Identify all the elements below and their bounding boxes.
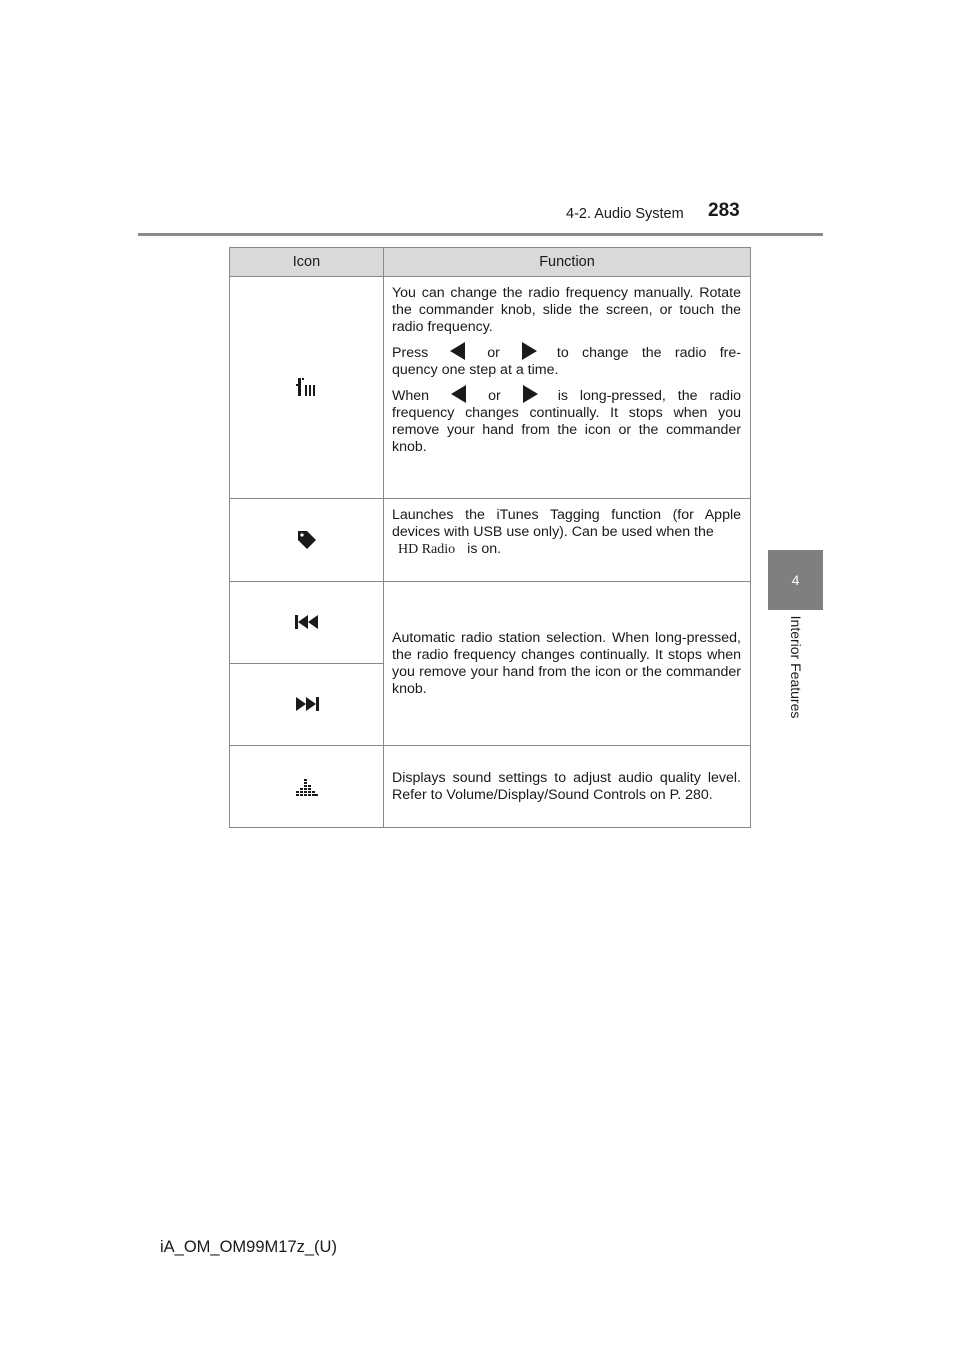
icon-cell	[230, 664, 384, 746]
document-id: iA_OM_OM99M17z_(U)	[160, 1238, 337, 1256]
hd-radio-logo: HD Radio	[398, 542, 456, 557]
function-cell	[384, 582, 751, 746]
function-text-part: or	[487, 345, 500, 361]
function-text-part: is long-pressed, the radio frequency changes continually. It stops when you remove your hand from the icon or the commander knob.	[392, 388, 741, 455]
function-text: Automatic radio station selection. When long-pressed, the radio frequency changes continually. It stops when you remove your hand from the icon or the commander knob.	[392, 629, 741, 697]
function-text-part: Press	[392, 345, 429, 361]
function-text	[392, 385, 741, 456]
tag-icon	[297, 530, 317, 550]
function-text: Displays sound settings to adjust audio quality level. Refer to Volume/Display/Sound Controls on P. 280.	[392, 769, 741, 803]
icon-cell	[230, 277, 384, 499]
header-divider	[138, 233, 823, 236]
icon-cell	[230, 582, 384, 664]
icon-cell	[230, 499, 384, 582]
tuning-icon	[296, 378, 318, 396]
page-number: 283	[708, 200, 740, 221]
function-text: You can change the radio frequency manually. Rotate the commander knob, slide the screen, or touch the radio frequency.	[392, 285, 741, 335]
chapter-tab	[768, 550, 823, 610]
function-text-part: is on.	[467, 541, 502, 557]
function-cell	[384, 499, 751, 582]
section-title: 4-2. Audio System	[566, 206, 684, 222]
function-text-part: When	[392, 388, 430, 404]
skip-back-icon	[295, 615, 319, 629]
function-text-part: or	[488, 388, 501, 404]
arrow-left-icon	[451, 385, 466, 403]
chapter-title: Interior Features	[788, 615, 804, 719]
function-text	[392, 342, 741, 379]
arrow-left-icon	[450, 342, 465, 360]
skip-forward-icon	[295, 697, 319, 711]
chapter-number: 4	[791, 572, 800, 588]
arrow-right-icon	[522, 342, 537, 360]
function-cell	[384, 746, 751, 828]
function-text-part: Launches the iTunes Tagging function (for Apple devices with USB use only). Can be used when the	[392, 507, 741, 540]
function-cell	[384, 277, 751, 499]
table-row	[230, 277, 751, 499]
icon-cell	[230, 746, 384, 828]
function-text-part: to change the radio fre-quency one step at a time.	[392, 345, 741, 378]
column-header-icon: Icon	[230, 248, 384, 277]
table-row	[230, 499, 751, 582]
table-header-row	[230, 248, 751, 277]
function-text	[392, 507, 741, 558]
arrow-right-icon	[523, 385, 538, 403]
column-header-function: Function	[384, 248, 751, 277]
table-row	[230, 746, 751, 828]
equalizer-icon	[296, 777, 318, 797]
table-row	[230, 582, 751, 664]
function-table	[229, 247, 751, 828]
